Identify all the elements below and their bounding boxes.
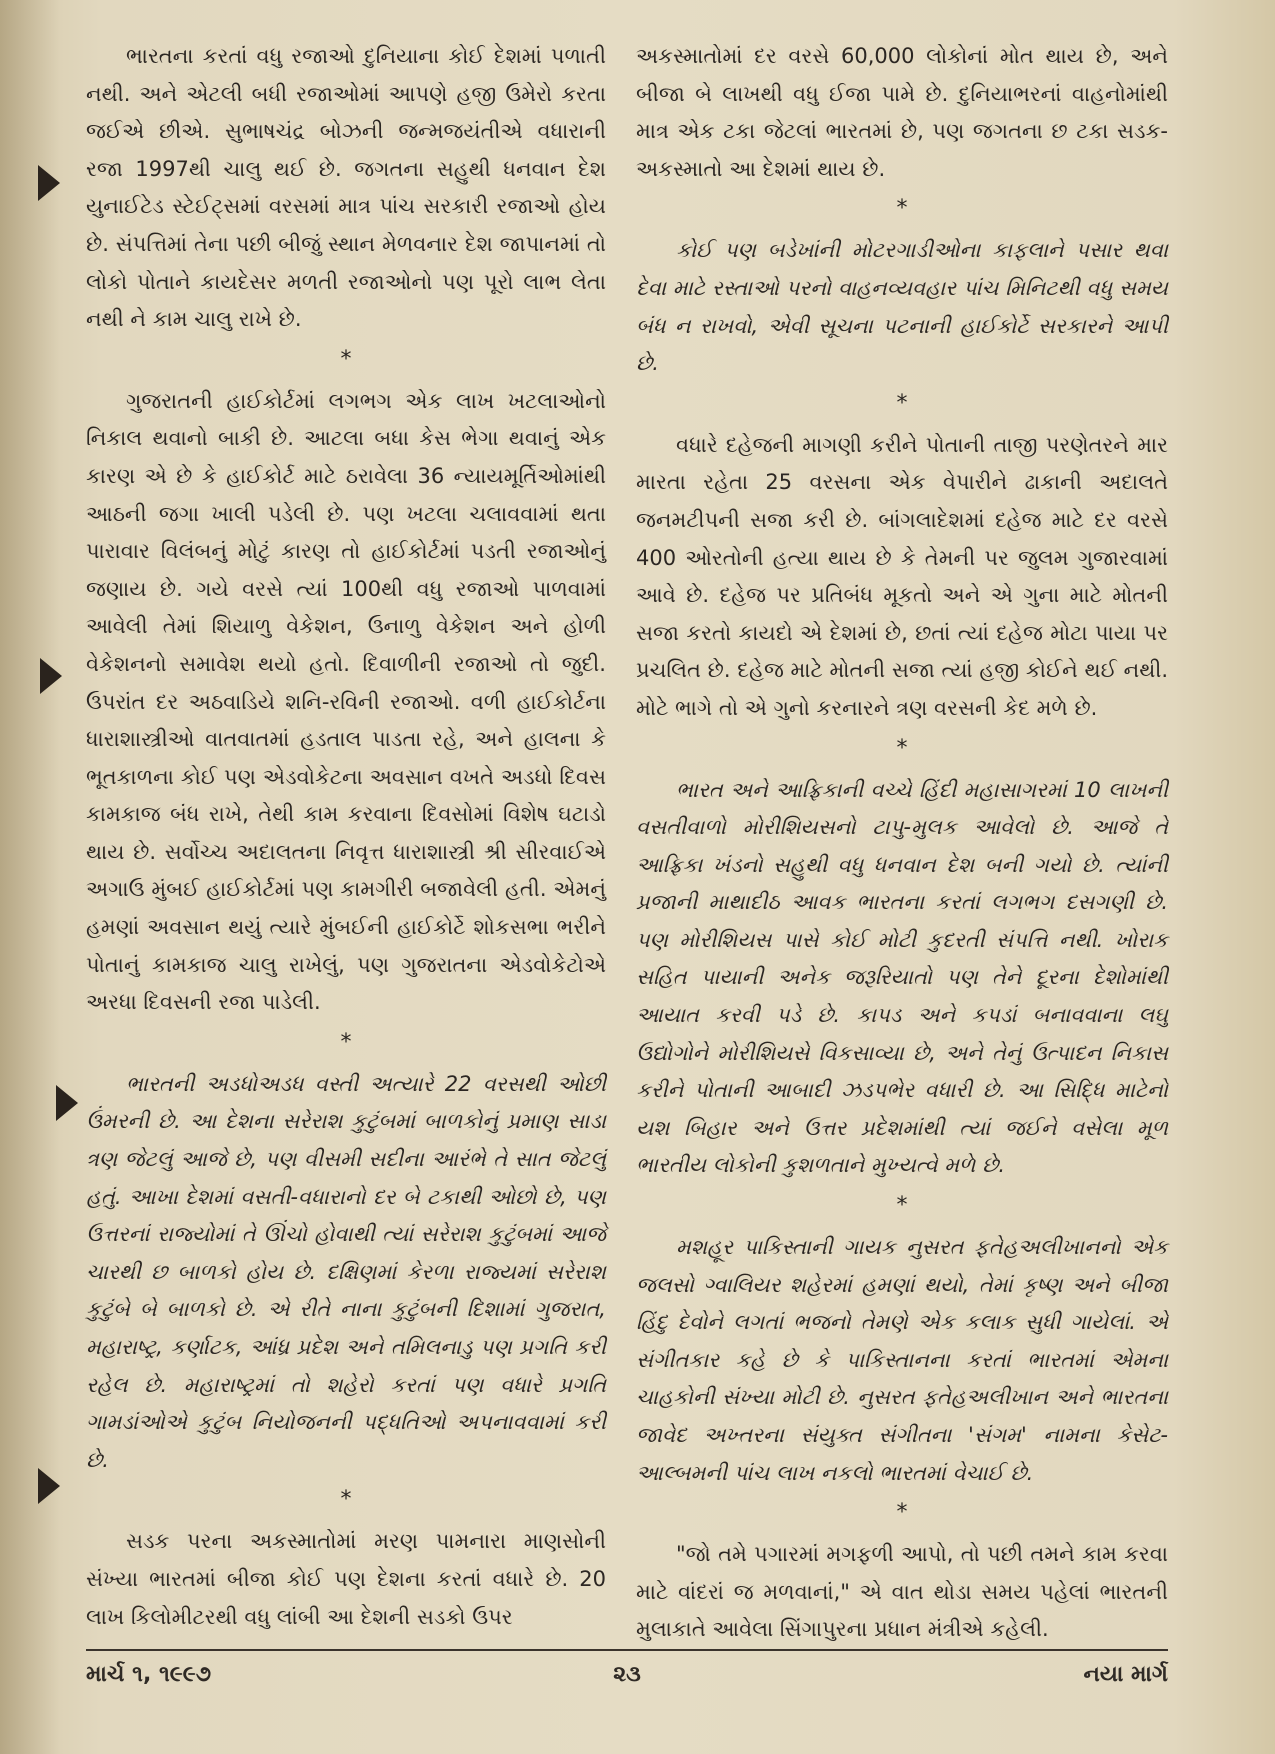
news-paragraph: સડક પરના અકસ્માતોમાં મરણ પામનારા માણસોની સંખ્યા ભારતમાં બીજા કોઈ પણ દેશના કરતાં વધારે છે. 20 લાખ કિલોમીટરથી વધુ લાંબી આ દેશની સડકો ઉપર <box>86 1529 606 1629</box>
section-separator: * <box>896 390 908 416</box>
section-separator: * <box>896 1500 908 1526</box>
section-separator: * <box>340 346 352 372</box>
section-separator: * <box>340 1029 352 1055</box>
page-tear-mark <box>40 658 62 694</box>
section-separator: * <box>896 196 908 222</box>
section-separator: * <box>896 1193 908 1219</box>
footer-rule <box>86 1649 1168 1651</box>
news-paragraph: મશહૂર પાકિસ્તાની ગાયક નુસરત ફતેહઅલીખાનનો એક જલસો ગ્વાલિયર શહેરમાં હમણાં થયો, તેમાં કૃષ્ણ અને બીજા હિંદુ દેવોને લગતાં ભજનો તેમણે એક કલાક સુધી ગાયેલાં. એ સંગીતકાર કહે છે કે પાકિસ્તાનના કરતાં ભારતમાં એમના ચાહકોની સંખ્યા મોટી છે. નુસરત ફતેહઅલીખાન અને ભારતના જાવેદ અખ્તરના સંયુક્ત સંગીતના 'સંગમ' નામના કેસેટ-આલ્બમની પાંચ લાખ નકલો ભારતમાં વેચાઈ છે. <box>636 1235 1168 1485</box>
footer-publication: નયા માર્ગ <box>1083 1662 1168 1687</box>
news-paragraph: ભારતની અડધોઅડધ વસ્તી અત્યારે 22 વરસથી ઓછી ઉંમરની છે. આ દેશના સરેરાશ કુટુંબમાં બાળકોનું પ્રમાણ સાડા ત્રણ જેટલું આજે છે, પણ વીસમી સદીના આરંભે તે સાત જેટલું હતું. આખા દેશમાં વસતી-વધારાનો દર બે ટકાથી ઓછો છે, પણ ઉત્તરનાં રાજ્યોમાં તે ઊંચો હોવાથી ત્યાં સરેરાશ કુટુંબમાં આજે ચારથી છ બાળકો હોય છે. દક્ષિણમાં કેરળા રાજ્યમાં સરેરાશ કુટુંબે બે બાળકો છે. એ રીતે નાના કુટુંબની દિશામાં ગુજરાત, મહારાષ્ટ્ર, કર્ણાટક, આંધ્ર પ્રદેશ અને તમિલનાડુ પણ પ્રગતિ કરી રહેલ છે. મહારાષ્ટ્રમાં તો શહેરો કરતાં પણ વધારે પ્રગતિ ગામડાંઓએ કુટુંબ નિયોજનની પદ્ધતિઓ અપનાવવામાં કરી છે. <box>86 1071 606 1472</box>
section-separator: * <box>340 1487 352 1513</box>
right-column <box>636 38 1168 1649</box>
page-tear-mark <box>56 1085 78 1121</box>
page-tear-mark <box>38 1468 60 1504</box>
news-paragraph: વધારે દહેજની માગણી કરીને પોતાની તાજી પરણેતરને માર મારતા રહેતા 25 વરસના એક વેપારીને ઢાકાની અદાલતે જનમટીપની સજા કરી છે. બાંગલાદેશમાં દહેજ માટે દર વરસે 400 ઓરતોની હત્યા થાય છે કે તેમની પર જુલમ ગુજારવામાં આવે છે. દહેજ પર પ્રતિબંધ મૂકતો અને એ ગુના માટે મોતની સજા કરતો કાયદો એ દેશમાં છે, છતાં ત્યાં દહેજ મોટા પાયા પર પ્રચલિત છે. દહેજ માટે મોતની સજા ત્યાં હજી કોઈને થઈ નથી. મોટે ભાગે તો એ ગુનો કરનારને ત્રણ વરસની કેદ મળે છે. <box>636 432 1168 720</box>
page-tear-mark <box>38 165 60 201</box>
news-paragraph: ગુજરાતની હાઈકોર્ટમાં લગભગ એક લાખ ખટલાઓનો નિકાલ થવાનો બાકી છે. આટલા બધા કેસ ભેગા થવાનું એક કારણ એ છે કે હાઈકોર્ટ માટે ઠરાવેલા 36 ન્યાયમૂર્તિઓમાંથી આઠની જગા ખાલી પડેલી છે. પણ ખટલા ચલાવવામાં થતા પારાવાર વિલંબનું મોટું કારણ તો હાઈકોર્ટમાં પડતી રજાઓનું જણાય છે. ગયે વરસે ત્યાં 100થી વધુ રજાઓ પાળવામાં આવેલી તેમાં શિયાળુ વેકેશન, ઉનાળુ વેકેશન અને હોળી વેકેશનનો સમાવેશ થયો હતો. દિવાળીની રજાઓ તો જુદી. ઉપરાંત દર અઠવાડિયે શનિ-રવિની રજાઓ. વળી હાઈકોર્ટના ધારાશાસ્ત્રીઓ વાતવાતમાં હડતાલ પાડતા રહે, અને હાલના કે ભૂતકાળના કોઈ પણ એડવોકેટના અવસાન વખતે અડધો દિવસ કામકાજ બંધ રાખે, તેથી કામ કરવાના દિવસોમાં વિશેષ ઘટાડો થાય છે. સર્વોચ્ચ અદાલતના નિવૃત્ત ધારાશાસ્ત્રી શ્રી સીરવાઈએ અગાઉ મુંબઈ હાઈકોર્ટમાં પણ કામગીરી બજાવેલી હતી. એમનું હમણાં અવસાન થયું ત્યારે મુંબઈની હાઈકોર્ટે શોકસભા ભરીને પોતાનું કામકાજ ચાલુ રાખેલું, પણ ગુજરાતના એડવોકેટોએ અરધા દિવસની રજા પાડેલી. <box>86 388 606 1015</box>
news-paragraph: અકસ્માતોમાં દર વરસે 60,000 લોકોનાં મોત થાય છે, અને બીજા બે લાખથી વધુ ઈજા પામે છે. દુનિયાભરનાં વાહનોમાંથી માત્ર એક ટકા જેટલાં ભારતમાં છે, પણ જગતના છ ટકા સડક-અકસ્માતો આ દેશમાં થાય છે. <box>636 44 1168 181</box>
news-paragraph: કોઈ પણ બડેખાંની મોટરગાડીઓના કાફલાને પસાર થવા દેવા માટે રસ્તાઓ પરનો વાહનવ્યવહાર પાંચ મિનિટથી વધુ સમય બંધ ન રાખવો, એવી સૂચના પટનાની હાઈકોર્ટે સરકારને આપી છે. <box>636 238 1168 376</box>
news-paragraph: ભારતના કરતાં વધુ રજાઓ દુનિયાના કોઈ દેશમાં પળાતી નથી. અને એટલી બધી રજાઓમાં આપણે હજી ઉમેરો કરતા જઈએ છીએ. સુભાષચંદ્ર બોઝની જન્મજયંતીએ વધારાની રજા 1997થી ચાલુ થઈ છે. જગતના સહુથી ધનવાન દેશ યુનાઈટેડ સ્ટેઈટ્સમાં વરસમાં માત્ર પાંચ સરકારી રજાઓ હોય છે. સંપત્તિમાં તેના પછી બીજું સ્થાન મેળવનાર દેશ જાપાનમાં તો લોકો પોતાને કાયદેસર મળતી રજાઓનો પણ પૂરો લાભ લેતા નથી ને કામ ચાલુ રાખે છે. <box>86 44 606 332</box>
news-paragraph: ભારત અને આફ્રિકાની વચ્ચે હિંદી મહાસાગરમાં 10 લાખની વસતીવાળો મોરીશિયસનો ટાપુ-મુલક આવેલો છે. આજે તે આફ્રિકા ખંડનો સહુથી વધુ ધનવાન દેશ બની ગયો છે. ત્યાંની પ્રજાની માથાદીઠ આવક ભારતના કરતાં લગભગ દસગણી છે. પણ મોરીશિયસ પાસે કોઈ મોટી કુદરતી સંપત્તિ નથી. ખોરાક સહિત પાયાની અનેક જરૂરિયાતો પણ તેને દૂરના દેશોમાંથી આયાત કરવી પડે છે. કાપડ અને કપડાં બનાવવાના લઘુ ઉદ્યોગોને મોરીશિયસે વિકસાવ્યા છે, અને તેનું ઉત્પાદન નિકાસ કરીને પોતાની આબાદી ઝડપભેર વધારી છે. આ સિદ્ધિ માટેનો યશ બિહાર અને ઉત્તર પ્રદેશમાંથી ત્યાં જઈને વસેલા મૂળ ભારતીય લોકોની કુશળતાને મુખ્યત્વે મળે છે. <box>636 777 1168 1178</box>
footer-date: માર્ચ ૧, ૧૯૯૭ <box>86 1662 212 1687</box>
news-paragraph: "જો તમે પગારમાં મગફળી આપો, તો પછી તમને કામ કરવા માટે વાંદરાં જ મળવાનાં," એ વાત થોડા સમય પહેલાં ભારતની મુલાકાતે આવેલા સિંગાપુરના પ્રધાન મંત્રીએ કહેલી. <box>636 1542 1168 1642</box>
footer-page-number: ૨૩ <box>613 1662 641 1687</box>
section-separator: * <box>896 735 908 761</box>
left-column <box>86 38 606 1636</box>
